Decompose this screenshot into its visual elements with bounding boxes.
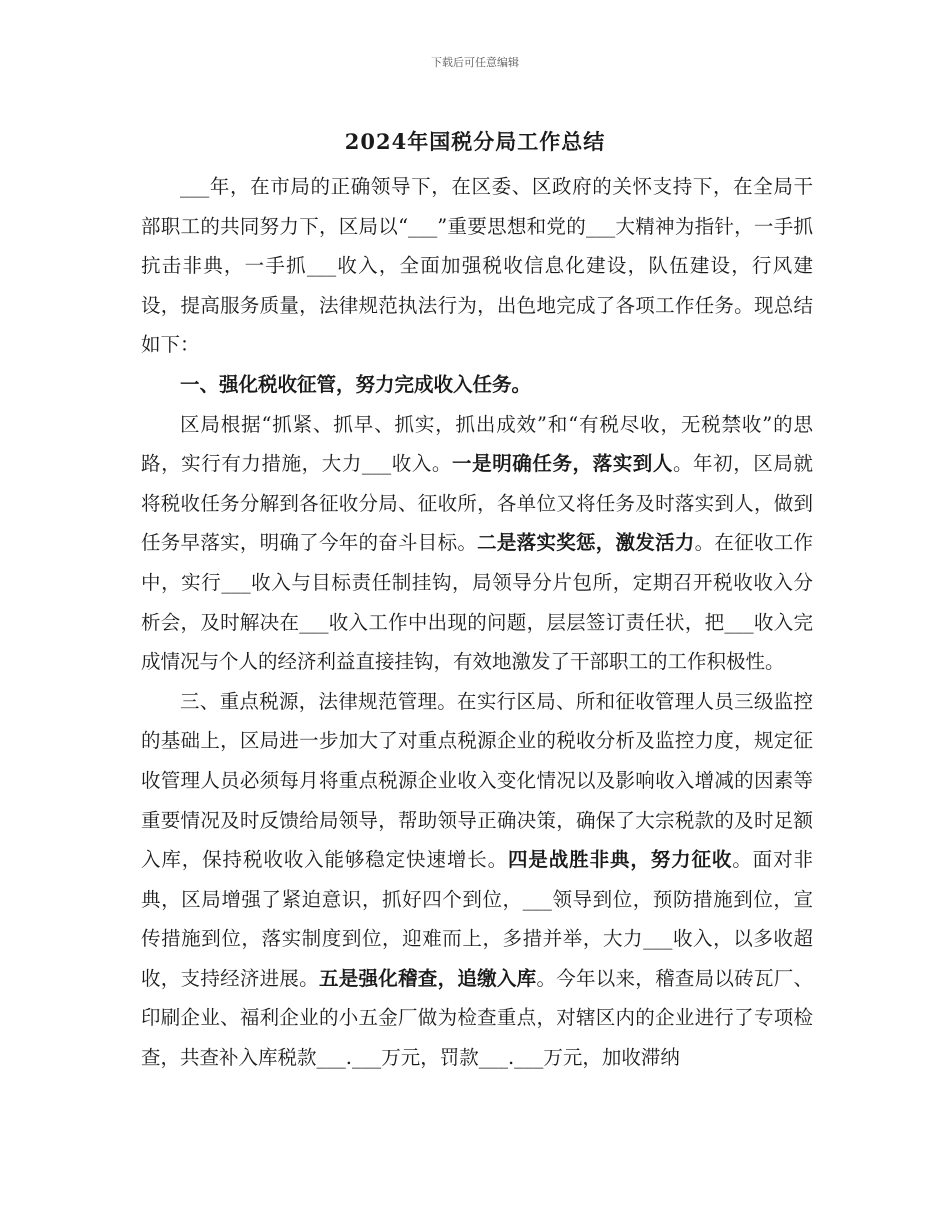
header-note: 下载后可任意编辑 — [431, 56, 519, 69]
paragraph-collection — [141, 405, 813, 682]
paragraph-text: 。年初，区局就将税收任务分解到各征收分局、征收所，各单位又将任务及时落实到人，做到任务早落实，明确了今年的奋斗目标。 — [141, 452, 813, 555]
paragraph-text: 三、重点税源，法律规范管理。在实行区局、所和征收管理人员三级监控的基础上，区局进一步加大了对重点税源企业的税收分析及监控力度，规定征收管理人员必须每月将重点税源企业收入变化情况以及影响收入增减的因素等重要情况及时反馈给局领导，帮助领导正确决策，确保了大宗税款的及时足额入库，保持税收收入能够稳定快速增长。 — [141, 689, 813, 872]
bold-point-five: 五是强化稽查，追缴入库 — [318, 966, 537, 990]
intro-paragraph: ___年，在市局的正确领导下，在区委、区政府的关怀支持下，在全局干部职工的共同努力下，区局以“___”重要思想和党的___大精神为指针，一手抓抗击非典，一手抓___收入，全面加强税收信息化建设，队伍建设，行风建设，提高服务质量，法律规范执法行为，出色地完成了各项工作任务。现总结如下： — [141, 175, 813, 357]
bold-point-one: 一是明确任务，落实到人 — [452, 452, 673, 476]
section-heading: 一、强化税收征管，努力完成收入任务。 — [180, 372, 532, 396]
bold-point-four: 四是战胜非典，努力征收 — [508, 848, 733, 872]
bold-point-two: 二是落实奖惩，激发活力 — [477, 531, 695, 555]
paragraph-text: 区局根据“抓紧、抓早、抓实，抓出成效”和“有税尽收，无税禁收”的思路，实行有力措施，大力___收入。 — [141, 412, 813, 476]
paragraph-key-sources — [141, 682, 813, 1078]
paragraph-text: 。在征收工作中，实行___收入与目标责任制挂钩，局领导分片包所，定期召开税收收入分析会，及时解决在___收入工作中出现的问题，层层签订责任状，把___收入完成情况与个人的经济利益直接挂钩，有效地激发了干部职工的工作积极性。 — [141, 531, 813, 674]
document-body — [141, 167, 813, 1078]
page-title: 2024年国税分局工作总结 — [344, 129, 606, 154]
paragraph-text: 。今年以来，稽查局以砖瓦厂、印刷企业、福利企业的小五金厂做为检查重点，对辖区内的企业进行了专项检查，共查补入库税款___.___万元，罚款___.___万元，加收滞纳 — [141, 966, 813, 1070]
paragraph-text: 。面对非典，区局增强了紧迫意识，抓好四个到位，___领导到位，预防措施到位，宣传措施到位，落实制度到位，迎难而上，多措并举，大力___收入，以多收超收，支持经济进展。 — [141, 848, 813, 990]
